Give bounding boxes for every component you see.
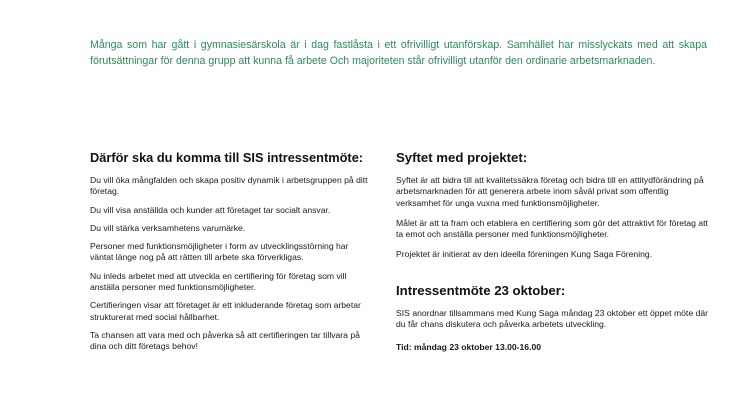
left-column	[90, 150, 373, 360]
reason-paragraph: Du vill stärka verksamhetens varumärke.	[90, 222, 246, 233]
reason-paragraph: Du vill visa anställda och kunder att företaget tar socialt ansvar.	[90, 204, 331, 215]
reason-paragraph: Personer med funktionsmöjligheter i form av utvecklingsstörning har väntat länge nog på att rätten till arbete ska förverkligas.	[90, 241, 349, 263]
why-attend-heading: Därför ska du komma till SIS intressentmöte:	[90, 150, 364, 165]
meeting-time: Tid: måndag 23 oktober 13.00-16.00	[396, 342, 542, 353]
purpose-paragraph: Målet är att ta fram och etablera en certifiering som gör det attraktivt för företag att ta emot och anställa personer med funktionsmöjligheter.	[396, 217, 708, 240]
intro-text: Många som har gått i gymnasiesärskola är i dag fastlåsta i ett ofrivilligt utanförskap. Samhället har misslyckats med att skapa förutsättningar för denna grupp att kunna få arbete Och majoriteten står ofrivilligt utanför den ordinarie arbetsmarknaden.	[90, 39, 707, 67]
reason-paragraph: Nu inleds arbetet med att utveckla en certifiering för företag som vill anställa personer med funktionsmöjligheter.	[90, 270, 347, 293]
reason-paragraph: Certifieringen visar att företaget är ett inkluderande företag som arbetar strukturerat med social hållbarhet.	[90, 300, 361, 322]
reason-paragraph: Du vill öka mångfalden och skapa positiv dynamik i arbetsgruppen på ditt företag.	[90, 175, 368, 197]
right-column	[396, 150, 708, 363]
meeting-heading: Intressentmöte 23 oktober:	[396, 282, 566, 298]
project-purpose-heading: Syftet med projektet:	[396, 150, 528, 165]
meeting-text: SIS anordnar tillsammans med Kung Saga måndag 23 oktober ett öppet möte där du får chans diskutera och påverka arbetets utveckling.	[396, 307, 708, 330]
purpose-paragraph: Projektet är initierat av den ideella föreningen Kung Saga Förening.	[396, 249, 653, 260]
purpose-paragraph: Syftet är att bidra till att kvalitetssäkra företag och bidra till en attitydförändring på arbetsmarknaden för att generera arbete inom såväl privat som offentlig verksamhet för unga vuxna med funktionsmöjligheter.	[396, 175, 704, 208]
reason-paragraph: Ta chansen att vara med och påverka så att certifieringen tar tillvara på dina och ditt företags behov!	[90, 329, 360, 352]
